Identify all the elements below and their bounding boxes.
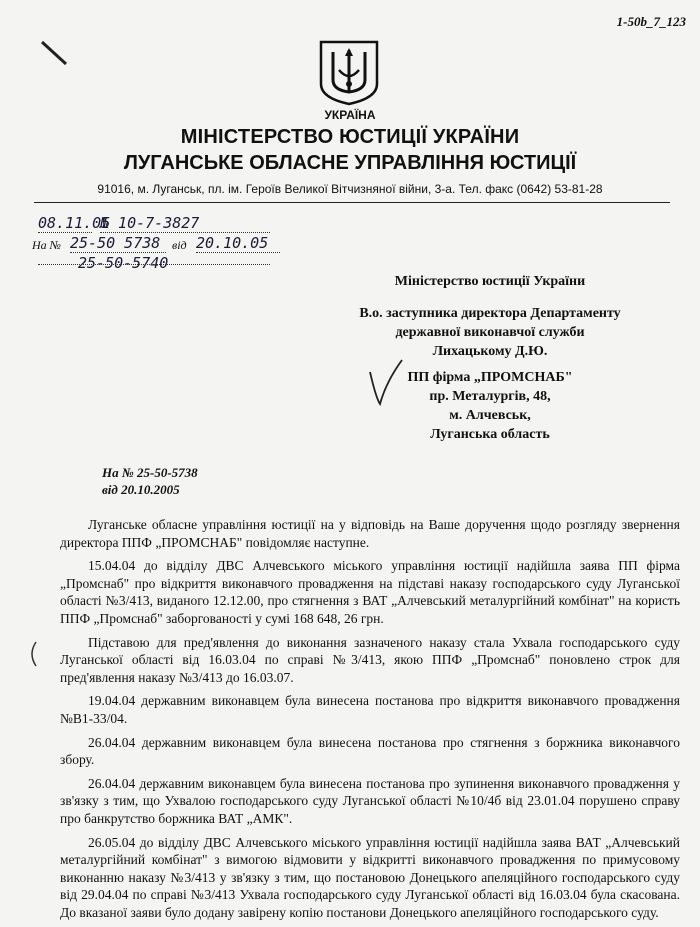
body-paragraph-1: Луганське обласне управління юстиції на у відповідь на Ваше доручення щодо розгляду звернення директора ППФ „ПРОМСНАБ" повідомляє наступне. — [60, 517, 680, 550]
vid-date: 20.10.05 — [196, 234, 280, 253]
reg-underline — [38, 264, 270, 265]
reference-date: від 20.10.2005 — [102, 482, 180, 497]
reg-number: № 10-7-3827 — [100, 214, 270, 233]
body-paragraph-3: Підставою для пред'явлення до виконання зазначеного наказу стала Ухвала господарського суду Луганської області від 16.03.04 по справі №3/413, якою ППФ „Промснаб" поновлено строк для пред'явлення наказу №3/413 до 16.03.07. — [60, 634, 680, 685]
recipient-position-1: В.о. заступника директора Департаменту — [359, 306, 621, 321]
body-paragraph-6: 26.04.04 державним виконавцем була винесена постанова про зупинення виконавчого провадження у зв'язку з тим, що Ухвалою господарського суду Луганської області №10/4б від 23.01.04 порушено справу про банкрутство боржника ВАТ „АМК". — [60, 775, 680, 826]
trident-emblem-icon — [317, 40, 381, 106]
recipient-region: Луганська область — [430, 427, 550, 442]
country-name: УКРАЇНА — [324, 108, 376, 122]
letter-body — [60, 516, 680, 927]
margin-mark — [26, 640, 40, 670]
handwritten-check-mark-icon — [368, 358, 404, 408]
body-paragraph-4: 19.04.04 державним виконавцем була винесена постанова про відкриття виконавчого провадження №В1-33/04. — [60, 693, 680, 726]
ministry-title: МІНІСТЕРСТВО ЮСТИЦІЇ УКРАЇНИ — [180, 126, 520, 148]
recipient-position-2: державної виконавчої служби — [395, 325, 585, 340]
body-paragraph-5: 26.04.04 державним виконавцем була винесена постанова про стягнення з боржника виконавчого збору. — [60, 734, 680, 768]
recipient-firm: ПП фірма „ПРОМСНАБ" — [407, 370, 573, 385]
recipient-street: пр. Металургів, 48, — [429, 389, 551, 404]
extra-reg-number: 25-50-5740 — [78, 254, 169, 272]
na-number: 25-50 5738 — [70, 234, 166, 253]
vid-label: від — [172, 238, 187, 252]
body-paragraph-7: 26.05.04 до відділу ДВС Алчевського міського управління юстиції надійшла заява ВАТ „Алчевський металургійний комбінат" з вимогою відмовити у відкритті виконавчого провадження по примусовому виконанню наказу №3/413 у зв'язку з тим, що постановою Донецького апеляційного господарського суду від 29.04.04 по справі №3/413 Ухвала господарського суду Луганської області від 16.03.04 була скасована. До вказаної заяви було додану завірену копію постанови Донецького апеляційного господарського суду. — [60, 834, 680, 920]
header-address: 91016, м. Луганськ, пл. ім. Героїв Великої Вітчизняної війни, 3-а. Тел. факс (0642) 53-81-28 — [97, 182, 603, 196]
department-title: ЛУГАНСЬКЕ ОБЛАСНЕ УПРАВЛІННЯ ЮСТИЦІЇ — [123, 152, 577, 174]
reference-number: На № 25-50-5738 — [102, 465, 198, 480]
reg-date: 08.11.05 — [38, 214, 111, 232]
body-paragraph-2: 15.04.04 до відділу ДВС Алчевського міського управління юстиції надійшла заява ПП фірма „Промснаб" про відкриття виконавчого провадження на підставі наказу господарського суду Луганської області №3/413, виданого 12.12.00, про стягнення з ВАТ „Алчевський металургійний комбінат" на користь ППФ „Промснаб" заборгованості у сумі 168 648, 26 грн. — [60, 558, 680, 626]
pen-slash-mark — [40, 40, 70, 70]
corner-code: 1-50b_7_123 — [616, 14, 686, 29]
recipient-person: Лихацькому Д.Ю. — [432, 344, 548, 359]
na-label: На № — [32, 238, 61, 252]
header-divider — [34, 202, 670, 203]
recipient-ministry: Міністерство юстиції України — [394, 274, 586, 289]
recipient-city: м. Алчевськ, — [449, 408, 531, 423]
